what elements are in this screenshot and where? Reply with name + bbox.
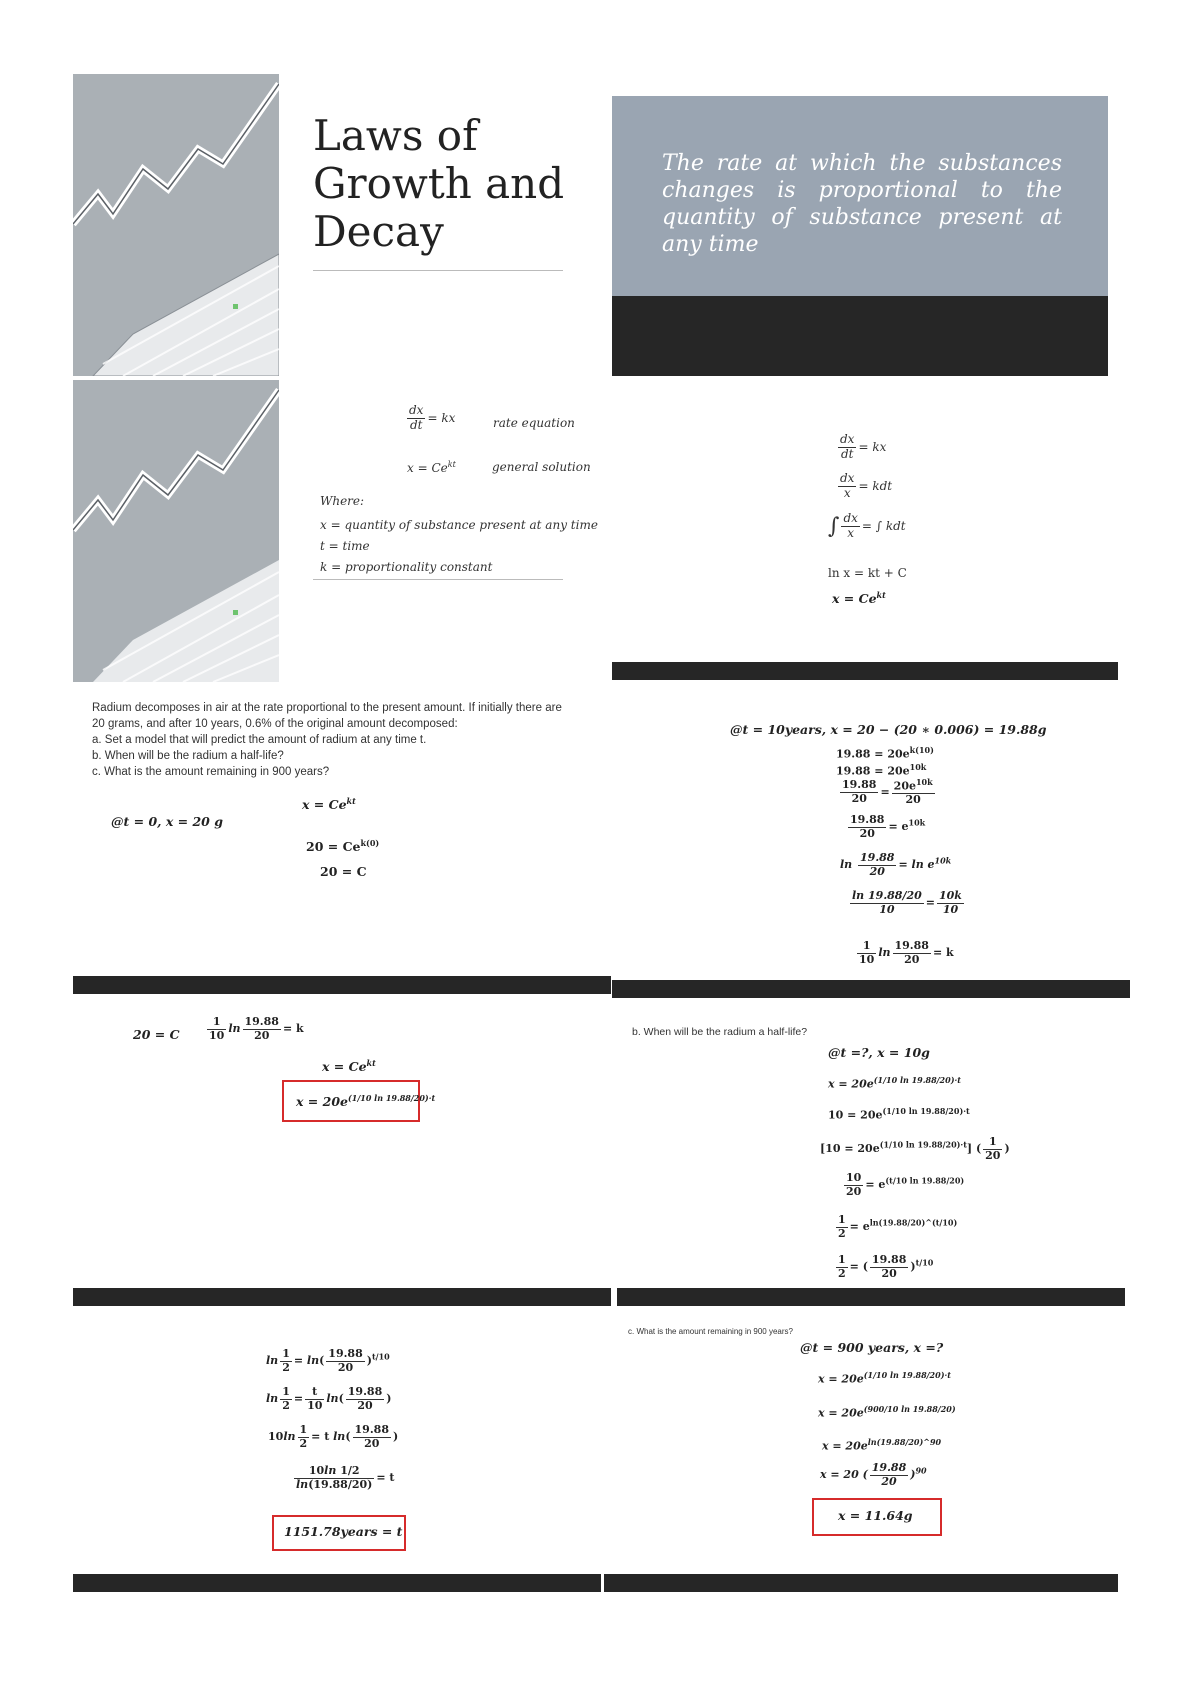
hl-ln-1: ln $\frac{1}{2}$ = ln( $\frac{19.88}{20}$ )$^{t/10}$: [266, 1347, 390, 1374]
remaining-question: c. What is the amount remaining in 900 years?: [628, 1327, 793, 1336]
hl-line-2: $10 = 20e^{(1/10 ln 19.88/20)\cdot t}$: [828, 1106, 970, 1122]
k-line-1: $19.88 = 20e^{k(10)}$: [836, 745, 934, 761]
problem-text: Radium decomposes in air at the rate proportional to the present amount. If initially there are 20 grams, and after 10 years, 0.6% of the original amount decomposed:: [92, 702, 562, 731]
separator-bar: [73, 976, 611, 994]
initial-condition: @t = 0, x = 20 g: [111, 814, 223, 829]
general-solution: $x = Ce^{kt}$: [407, 460, 456, 475]
hl-ln-2: ln $\frac{1}{2}$ = $\frac{t}{10}$ ln( $\frac{19.88}{20}$ ): [266, 1385, 392, 1412]
rem-line-3: $x = 20e^{ln(19.88/20)\^{}90}$: [822, 1437, 942, 1453]
deriv-rate: $\frac{dx}{dt}$ = kx: [840, 432, 887, 461]
k-line-6: $\frac{\ln 19.88/20}{10}$ = $\frac{10k}{10}$: [852, 889, 962, 916]
k-line-4: $\frac{19.88}{20}$ = $e^{10k}$: [850, 813, 926, 840]
title-line-2: Growth and: [313, 159, 565, 208]
half-life-condition: @t =?, x = 10g: [828, 1045, 930, 1060]
half-life-answer: 1151.78years = t: [284, 1524, 403, 1539]
where-label: Where:: [320, 494, 365, 508]
hl-line-6: $\frac{1}{2}$ = ( $\frac{19.88}{20}$ )$^{t/10}$: [838, 1253, 934, 1280]
k-line-3: $\frac{19.88}{20}$ = $\frac{20e^{10k}}{20}$: [842, 777, 933, 807]
separator-bar: [604, 1574, 1118, 1592]
rem-line-4: x = 20 ( $\frac{19.88}{20}$ )$^{90}$: [820, 1461, 927, 1488]
k-value: $\frac{1}{10}$ ln $\frac{19.88}{20}$ = k: [209, 1015, 304, 1042]
title-divider: [313, 270, 563, 271]
general-solution-label: general solution: [492, 460, 591, 474]
growth-chart-arrow-icon: [73, 74, 279, 376]
hl-ln-3: 10ln $\frac{1}{2}$ = t ln( $\frac{19.88}{20}$ ): [268, 1423, 399, 1450]
model-answer: $x = 20e^{(1/10 ln 19.88/20)\cdot t}$: [296, 1093, 436, 1110]
hl-line-4: $\frac{10}{20}$ = $e^{(t/10 ln 19.88/20)}$: [846, 1171, 965, 1198]
def-t: t = time: [320, 539, 370, 553]
quote-text: The rate at which the substances changes is proportional to the quantity of substance present at any time: [662, 151, 1062, 257]
substitution-1: $20 = Ce^{k(0)}$: [306, 838, 380, 855]
deriv-exp: $x = Ce^{kt}$: [832, 590, 886, 607]
remaining-answer: x = 11.64g: [838, 1508, 913, 1523]
formula-divider: [313, 579, 563, 580]
hl-line-5: $\frac{1}{2}$ = $e^{ln(19.88/20)\^{}(t/10)}$: [838, 1213, 958, 1240]
hl-ln-4: $\frac{10\ln 1/2}{\ln(19.88/20)}$ = t: [296, 1464, 395, 1491]
hl-line-3: $[10 = 20e^{(1/10 ln 19.88/20)\cdot t}]$ ( $\frac{1}{20}$ ): [820, 1135, 1010, 1162]
rem-line-2: $x = 20e^{(900/10 ln 19.88/20)}$: [818, 1404, 956, 1420]
separator-bar: [612, 980, 1130, 998]
rate-equation: $\frac{dx}{dt}$ = kx: [409, 403, 456, 432]
deriv-ln: ln x = kt + C: [828, 566, 907, 580]
hl-line-1: $x = 20e^{(1/10 ln 19.88/20)\cdot t}$: [828, 1075, 961, 1091]
problem-part-a: a. Set a model that will predict the amount of radium at any time t.: [92, 734, 427, 747]
problem-model: $x = Ce^{kt}$: [302, 796, 356, 813]
dark-band: [612, 296, 1108, 376]
title-line-3: Decay: [313, 207, 444, 256]
problem-statement: [92, 700, 572, 780]
k-line-2: $19.88 = 20e^{10k}$: [836, 762, 927, 778]
separator-bar: [612, 662, 1118, 680]
model-general: $x = Ce^{kt}$: [322, 1058, 376, 1075]
k-result: $\frac{1}{10}$ ln $\frac{19.88}{20}$ = k: [859, 939, 954, 966]
title-line-1: Laws of: [313, 111, 478, 160]
half-life-question: b. When will be the radium a half-life?: [632, 1026, 808, 1038]
def-x: x = quantity of substance present at any time: [320, 518, 598, 532]
remaining-condition: @t = 900 years, x =?: [800, 1340, 944, 1355]
title-photo: [73, 74, 279, 376]
k-line-5: ln $\frac{19.88}{20}$ = $\ln e^{10k}$: [840, 851, 952, 878]
def-k: k = proportionality constant: [320, 560, 493, 574]
problem-part-b: b. When will be the radium a half-life?: [92, 750, 284, 763]
separator-bar: [73, 1574, 601, 1592]
deriv-integrate: ∫ $\frac{dx}{x}$ = ∫ kdt: [828, 511, 906, 540]
separator-bar: [73, 1288, 611, 1306]
substitution-2: 20 = C: [320, 864, 367, 879]
staircase-photo-icon: [73, 380, 279, 682]
deriv-separate: $\frac{dx}{x}$ = kdt: [840, 471, 893, 500]
title-heading: [313, 112, 564, 256]
rem-line-1: $x = 20e^{(1/10 ln 19.88/20)\cdot t}$: [818, 1370, 951, 1386]
c-value: 20 = C: [133, 1027, 180, 1042]
k-condition: @t = 10years, x = 20 − (20 ∗ 0.006) = 19.88g: [730, 722, 1047, 737]
problem-part-c: c. What is the amount remaining in 900 years?: [92, 766, 330, 779]
separator-bar: [617, 1288, 1125, 1306]
rate-equation-label: rate equation: [493, 416, 575, 430]
formula-photo: [73, 380, 279, 682]
